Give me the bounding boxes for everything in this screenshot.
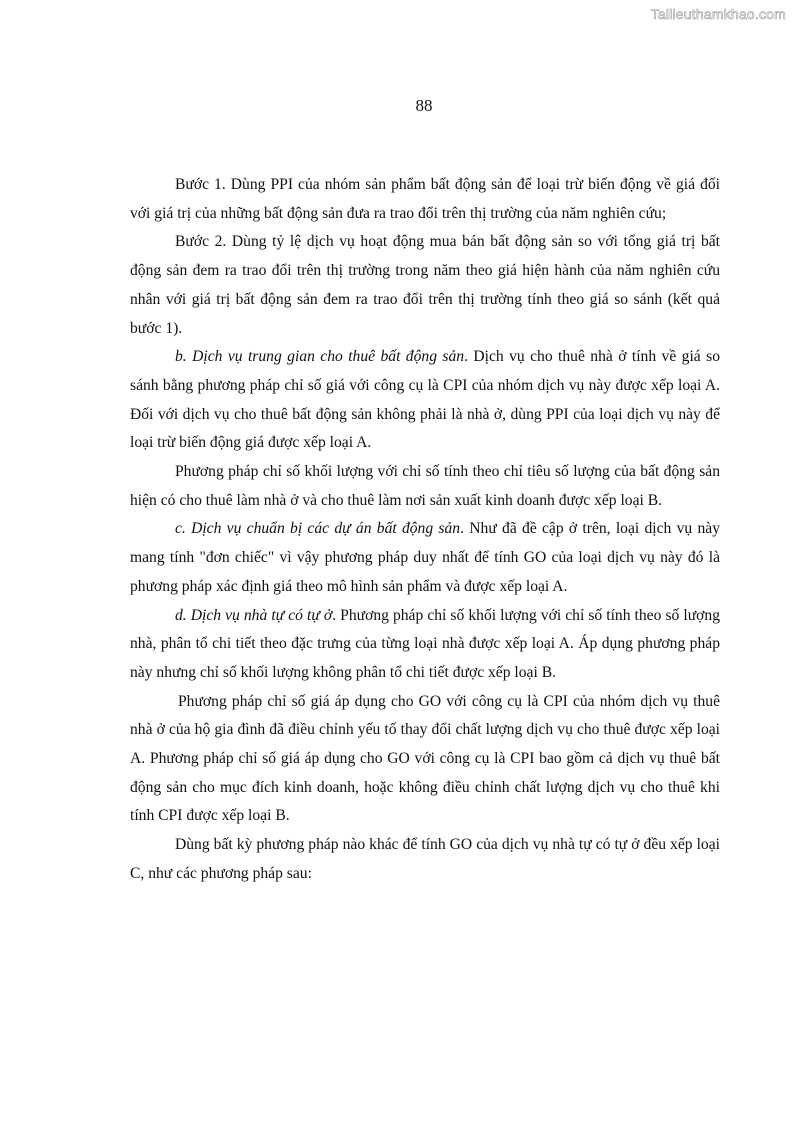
paragraph-project-preparation — [130, 515, 720, 601]
paragraph-step-2: Bước 2. Dùng tỷ lệ dịch vụ hoạt động mua bán bất động sản so với tổng giá trị bất động sản đem ra trao đổi trên thị trường trong năm theo giá hiện hành của năm nghiên cứu nhân với giá trị bất động sản đem ra trao đổi trên thị trường tính theo giá so sánh (kết quả bước 1). — [130, 233, 720, 337]
paragraph-owner-occupied-body: . Phương pháp chỉ số khối lượng với chỉ số tính theo số lượng nhà, phân tổ chi tiết theo đặc trưng của từng loại nhà được xếp loại A. Áp dụng phương pháp này nhưng chỉ số khối lượng không phân tổ chi tiết được xếp loại B. — [130, 606, 720, 681]
paragraph-owner-occupied — [130, 602, 720, 688]
paragraph-project-preparation-body: . Như đã đề cập ở trên, loại dịch vụ này mang tính "đơn chiếc" vì vậy phương pháp duy nhất để tính GO của loại dịch vụ này đó là phương pháp xác định giá theo mô hình sản phẩm và được xếp loại A. — [130, 520, 720, 595]
paragraph-other-methods: Dùng bất kỳ phương pháp nào khác để tính GO của dịch vụ nhà tự có tự ở đều xếp loại C, như các phương pháp sau: — [130, 836, 720, 882]
paragraph-step-1: Bước 1. Dùng PPI của nhóm sản phẩm bất động sản để loại trừ biến động về giá đối với giá trị của những bất động sản đưa ra trao đổi trên thị trường của năm nghiên cứu; — [130, 176, 720, 222]
section-heading-b: b. Dịch vụ trung gian cho thuê bất động sản — [175, 348, 465, 366]
paragraph-price-index-method: Phương pháp chỉ số giá áp dụng cho GO với công cụ là CPI của nhóm dịch vụ thuê nhà ở của hộ gia đình đã điều chỉnh yếu tố thay đổi chất lượng dịch vụ cho thuê được xếp loại A. Phương pháp chỉ số giá áp dụng cho GO với công cụ là CPI bao gồm cả dịch vụ thuê bất động sản cho mục đích kinh doanh, hoặc không điều chỉnh chất lượng dịch vụ cho thuê khi tính CPI được xếp loại B. — [130, 692, 720, 825]
page-number: 88 — [415, 96, 433, 115]
section-heading-d: d. Dịch vụ nhà tự có tự ở — [175, 606, 333, 624]
paragraph-volume-method: Phương pháp chỉ số khối lượng với chỉ số tính theo chỉ tiêu số lượng của bất động sản hiện có cho thuê làm nhà ở và cho thuê làm nơi sản xuất kinh doanh được xếp loại B. — [130, 463, 720, 509]
paragraph-rental-services-body: . Dịch vụ cho thuê nhà ở tính về giá so sánh bằng phương pháp chỉ số giá với công cụ là CPI của nhóm dịch vụ này được xếp loại A. Đối với dịch vụ cho thuê bất động sản không phải là nhà ở, dùng PPI của loại dịch vụ này để loại trừ biến động giá được xếp loại A. — [130, 348, 720, 452]
watermark-text: Tailieuthamkhao.com — [650, 6, 786, 22]
paragraph-rental-services — [130, 343, 720, 458]
section-heading-c: c. Dịch vụ chuẩn bị các dự án bất động sản — [175, 520, 461, 538]
document-body — [130, 171, 720, 889]
